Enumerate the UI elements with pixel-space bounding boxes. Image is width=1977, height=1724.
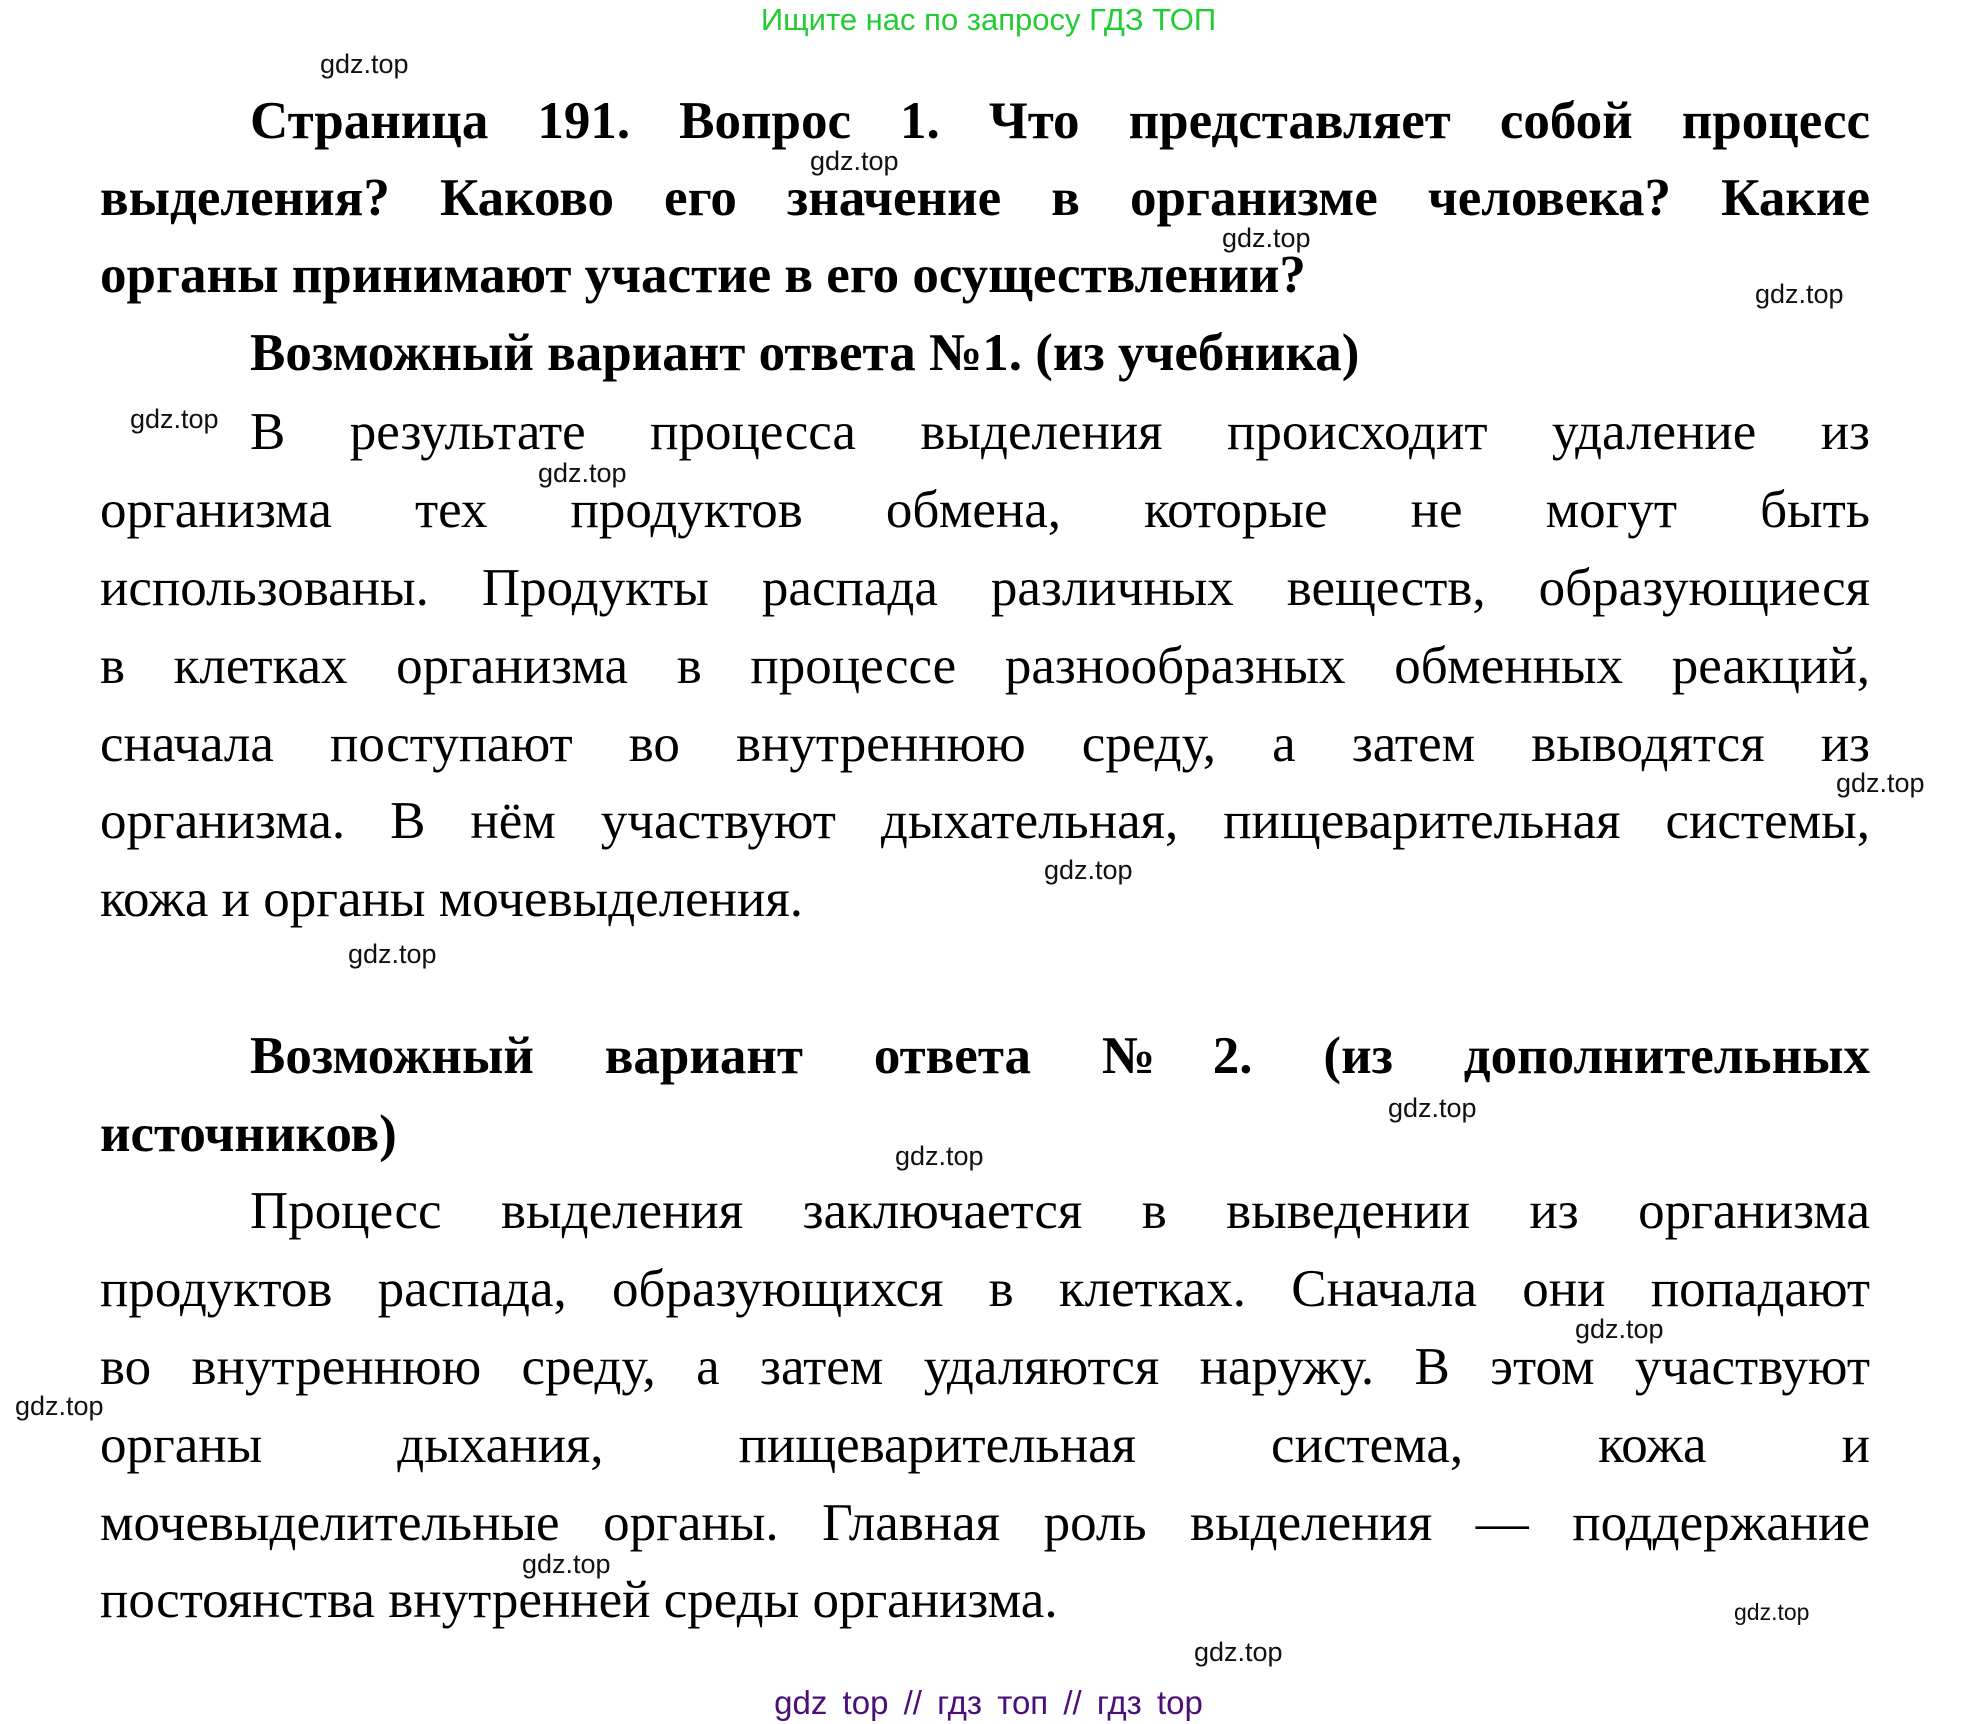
answer1-line: В результате процесса выделения происходит удаление из [250, 403, 1870, 461]
answer2-line: органы дыхания, пищеварительная система, кожа и [100, 1416, 1870, 1474]
answer1-line: кожа и органы мочевыделения. [100, 870, 804, 928]
question-title-line-2: выделения? Каково его значение в организме человека? Какие [100, 169, 1870, 227]
answer1-line: сначала поступают во внутреннюю среду, а затем выводятся из [100, 715, 1870, 773]
watermark: gdz.top [1755, 279, 1844, 309]
watermark: gdz.top [538, 458, 627, 488]
answer1-heading: Возможный вариант ответа №1. (из учебника) [250, 324, 1360, 382]
watermark: gdz.top [810, 146, 899, 176]
watermark: gdz.top [1388, 1093, 1477, 1123]
answer2-line: постоянства внутренней среды организма. [100, 1571, 1058, 1629]
answer1-line: организма тех продуктов обмена, которые не могут быть [100, 481, 1870, 539]
watermark: gdz.top [1044, 855, 1133, 885]
question-title-line-3: органы принимают участие в его осуществлении? [100, 246, 1306, 304]
answer2-line: Процесс выделения заключается в выведении из организма [250, 1182, 1870, 1240]
question-title-line-1: Страница 191. Вопрос 1. Что представляет собой процесс [250, 92, 1870, 150]
watermark: gdz.top [1194, 1637, 1283, 1667]
watermark: gdz.top [130, 404, 219, 434]
watermark: gdz.top [1836, 768, 1925, 798]
answer1-line: в клетках организма в процессе разнообразных обменных реакций, [100, 637, 1870, 695]
answer1-line: использованы. Продукты распада различных веществ, образующиеся [100, 559, 1870, 617]
answer2-line: во внутреннюю среду, а затем удаляются наружу. В этом участвуют [100, 1338, 1870, 1396]
answer2-heading-line-1: Возможный вариант ответа №2. (из дополнительных [250, 1027, 1870, 1085]
watermark: gdz.top [15, 1391, 104, 1421]
watermark: gdz.top [348, 939, 437, 969]
footer-links[interactable]: gdz top // гдз топ // гдз top [774, 1684, 1203, 1721]
watermark: gdz.top [1222, 223, 1311, 253]
watermark: gdz.top [1734, 1599, 1810, 1625]
watermark: gdz.top [522, 1549, 611, 1579]
answer2-line: мочевыделительные органы. Главная роль выделения — поддержание [100, 1494, 1870, 1552]
answer1-line: организма. В нём участвуют дыхательная, пищеварительная системы, [100, 792, 1870, 850]
search-banner: Ищите нас по запросу ГДЗ ТОП [760, 2, 1217, 37]
answer2-line: продуктов распада, образующихся в клетках. Сначала они попадают [100, 1260, 1870, 1318]
watermark: gdz.top [895, 1141, 984, 1171]
watermark: gdz.top [320, 49, 409, 79]
answer2-heading-line-2: источников) [100, 1105, 397, 1163]
watermark: gdz.top [1575, 1314, 1664, 1344]
